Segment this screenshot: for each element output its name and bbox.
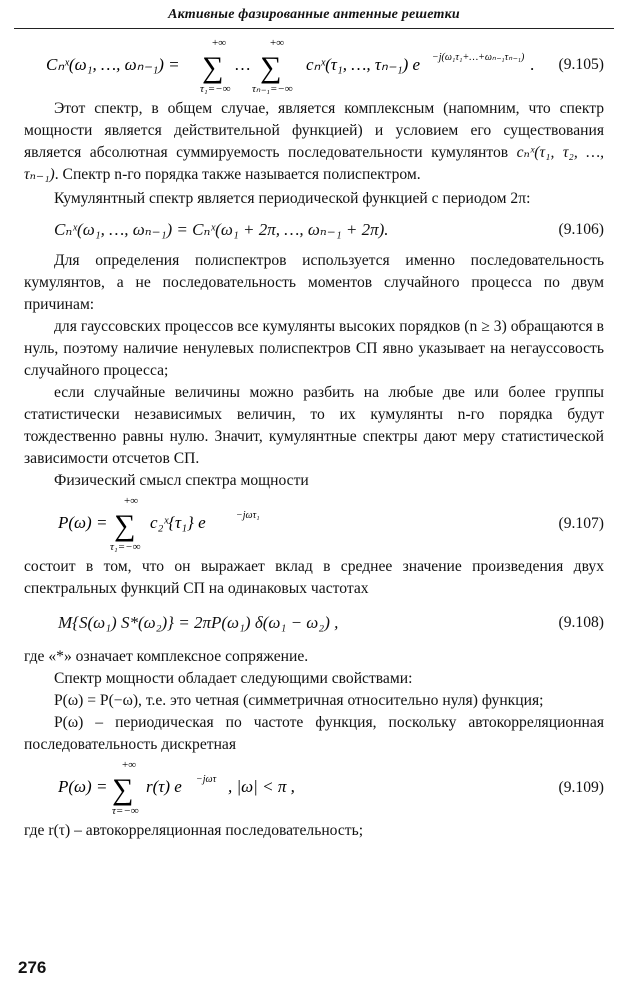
equation-9-108 [24, 600, 604, 646]
formula-lhs: Cₙˣ(ω₁, …, ωₙ₋₁) = [46, 55, 180, 74]
sum-upper-limit: +∞ [122, 759, 137, 771]
equation-number: (9.109) [558, 779, 604, 796]
paragraph: Кумулянтный спектр является периодической функцией с периодом 2π: [54, 190, 531, 207]
sum-upper-limit: +∞ [124, 495, 139, 507]
page-body [24, 32, 604, 842]
formula-text: Cₙˣ(ω₁, …, ωₙ₋₁) = Cₙˣ(ω₁ + 2π, …, ωₙ₋₁ + 2π). [54, 220, 389, 239]
formula-end: . [530, 55, 535, 74]
equation-9-106 [24, 210, 604, 250]
inline-formula: cₙˣ(τ₁, τ₂, …, τₙ₋₁) [24, 144, 604, 183]
paragraph: если случайные величины можно разбить на любые две или более группы статистически независимых величин, то их кумулянты n-го порядка будут тождественно равны нулю. Значит, кумулянтные спектры дают меру статистической зависимости отсчетов СП. [24, 384, 604, 467]
paragraph: Для определения полиспектров используется именно последовательность кумулянтов, а не последовательность моментов случайного процесса по двум причинам: [24, 252, 604, 313]
formula-lhs: P(ω) = [58, 777, 108, 796]
sum-sign: ∑ [114, 509, 136, 542]
formula-term: r(τ) e [146, 777, 182, 796]
paragraph-text: . Спектр n-го порядка также называется полиспектром. [54, 166, 421, 183]
paragraph: Спектр мощности обладает следующими свойствами: [54, 670, 413, 687]
formula-exponent: −jωτ₁ [236, 510, 260, 521]
equation-number: (9.105) [558, 56, 604, 73]
sum-lower-limit: τ₁=−∞ [200, 83, 231, 95]
formula-9-109 [24, 756, 540, 820]
running-head: Активные фазированные антенные решетки [14, 6, 614, 29]
paragraph: для гауссовских процессов все кумулянты высоких порядков (n ≥ 3) обращаются в нуль, поэтому наличие ненулевых полиспектров СП явно указывает на негауссовость случайного процесса; [24, 318, 604, 379]
formula-term: c₂ˣ{τ₁} e [150, 513, 206, 532]
paragraph: где «*» означает комплексное сопряжение. [24, 648, 309, 665]
sum-sign-2: ∑ [260, 51, 282, 84]
paragraph: Физический смысл спектра мощности [54, 472, 309, 489]
paragraph-text: Этот спектр, в общем случае, является комплексным (напомним, что спектр мощности является действительной функцией) и условием его существования является абсолютная суммируемость последовательности кумулянтов [24, 100, 604, 161]
formula-term: cₙˣ(τ₁, …, τₙ₋₁) e [306, 55, 421, 74]
paragraph: P(ω) = P(−ω), т.е. это четная (симметричная относительно нуля) функция; [54, 692, 544, 709]
sum-sign: ∑ [202, 51, 224, 84]
paragraph: состоит в том, что он выражает вклад в среднее значение произведения двух спектральных функций СП на одинаковых частотах [24, 558, 604, 597]
sum-lower-limit-2: τₙ₋₁=−∞ [252, 83, 293, 95]
equation-number: (9.106) [558, 221, 604, 238]
paragraph: где r(τ) – автокорреляционная последовательность; [24, 822, 364, 839]
formula-lhs: P(ω) = [58, 513, 108, 532]
formula-tail: , |ω| < π , [228, 777, 295, 796]
sum-lower-limit: τ₁=−∞ [110, 541, 141, 553]
formula-exponent: −j(ω₁τ₁+…+ωₙ₋₁τₙ₋₁) [432, 52, 525, 63]
formula-exponent: −jωτ [196, 774, 217, 785]
paragraph [24, 98, 604, 186]
formula-9-107 [24, 492, 540, 556]
equation-9-109 [24, 756, 604, 820]
sum-sign: ∑ [112, 773, 134, 806]
page-number: 276 [18, 958, 47, 977]
sum-upper-limit: +∞ [212, 37, 227, 49]
sum-dots: … [234, 55, 251, 74]
equation-number: (9.108) [558, 614, 604, 631]
paragraph: P(ω) – периодическая по частоте функция, поскольку автокорреляционная последовательность дискретная [24, 714, 604, 753]
equation-9-107 [24, 492, 604, 556]
formula-9-105 [24, 32, 540, 98]
sum-upper-limit-2: +∞ [270, 37, 285, 49]
equation-number: (9.107) [558, 515, 604, 532]
equation-9-105 [24, 32, 604, 98]
formula-text: M{S(ω₁) S*(ω₂)} = 2πP(ω₁) δ(ω₁ − ω₂) , [58, 613, 339, 632]
sum-lower-limit: τ=−∞ [112, 805, 139, 817]
